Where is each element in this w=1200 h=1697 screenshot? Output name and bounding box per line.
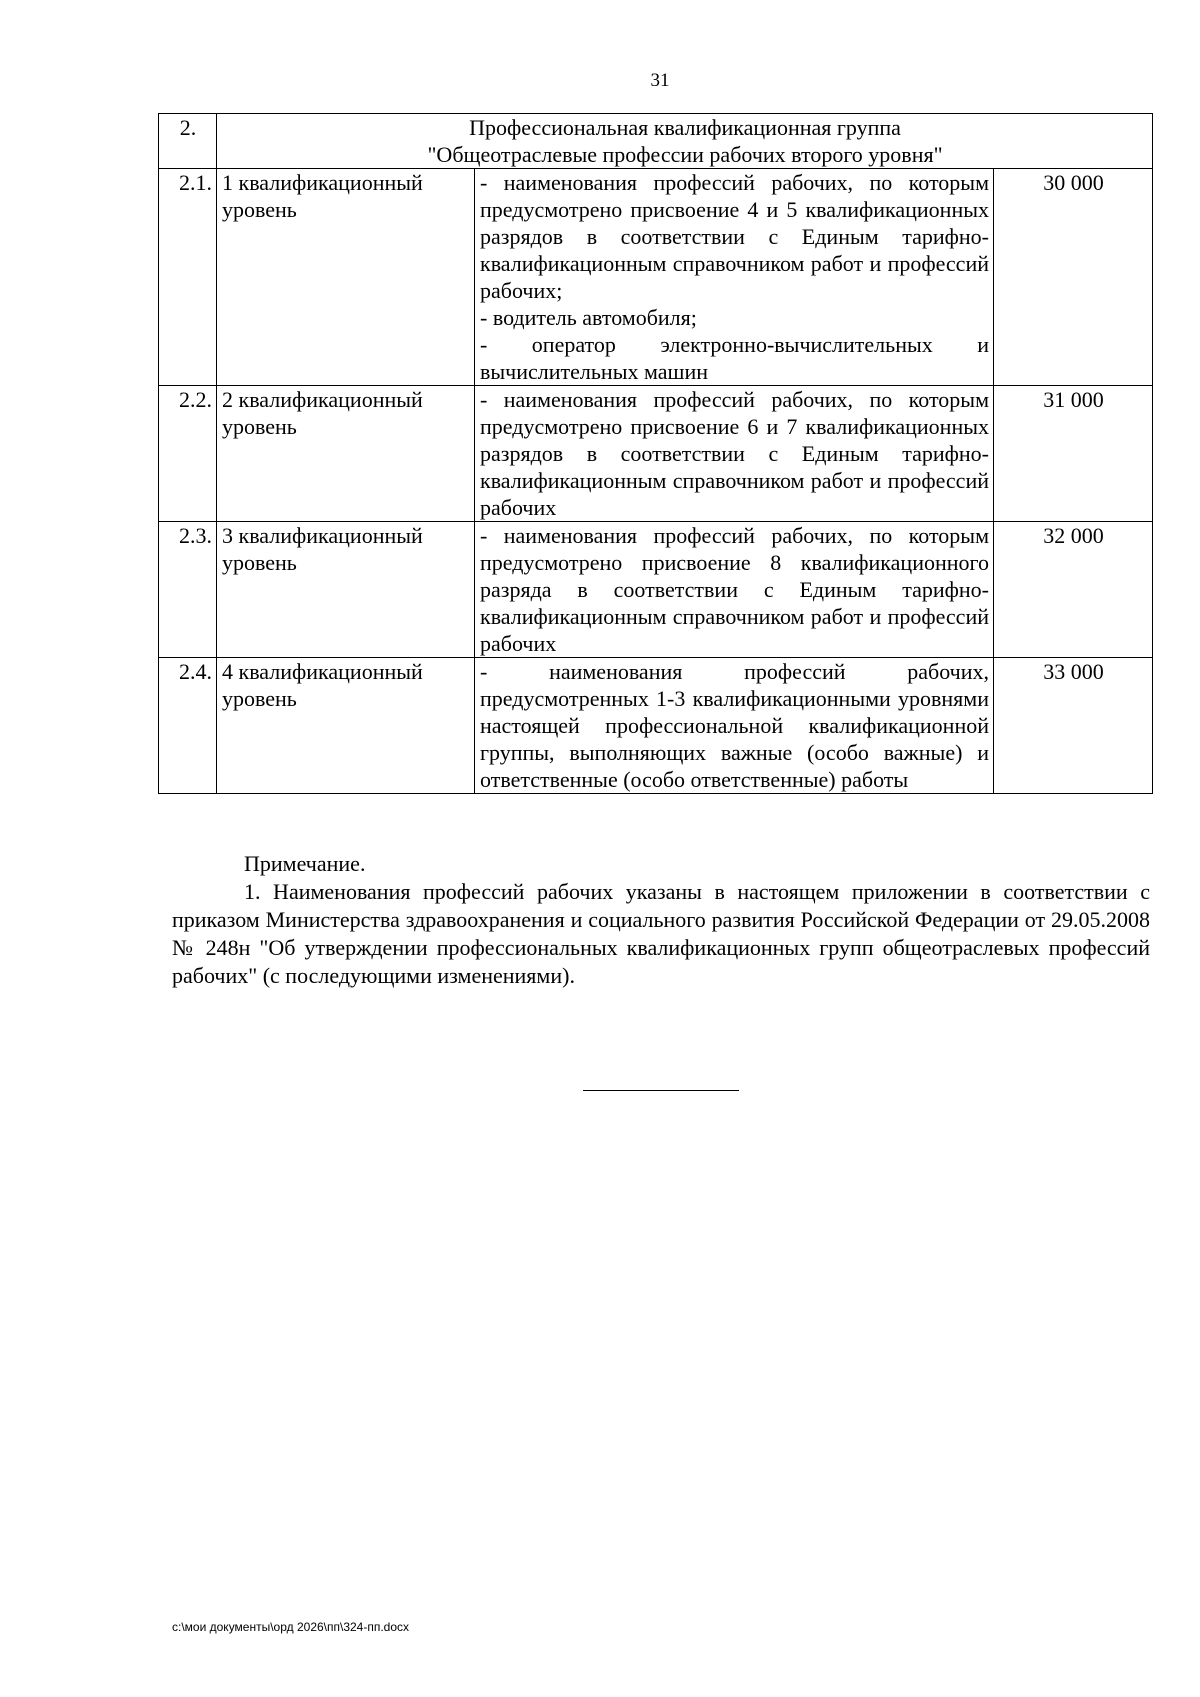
qualification-level: 3 квалификационный уровень xyxy=(217,522,475,658)
profession-description xyxy=(475,522,994,658)
description-line: - наименования профессий рабочих, предусмотренных 1-3 квалификационными уровнями настоящей профессиональной квалификационной группы, выполняющих важные (особо важные) и ответственные (особо ответственные) работы xyxy=(480,659,989,792)
row-number: 2.4. xyxy=(159,658,217,794)
end-divider xyxy=(583,1090,739,1091)
qualification-level: 1 квалификационный уровень xyxy=(217,169,475,386)
row-number: 2.2. xyxy=(159,386,217,522)
table-row xyxy=(159,658,1153,794)
description-line: - оператор электронно-вычислительных и вычислительных машин xyxy=(480,332,989,384)
file-path: c:\мои документы\орд 2026\пп\324-пп.docx xyxy=(172,1620,410,1634)
salary-amount: 31 000 xyxy=(994,386,1153,522)
qualification-level: 2 квалификационный уровень xyxy=(217,386,475,522)
group-title-line2: "Общеотраслевые профессии рабочих второго уровня" xyxy=(427,142,943,167)
table-row xyxy=(159,169,1153,386)
group-title xyxy=(217,114,1153,169)
salary-amount: 30 000 xyxy=(994,169,1153,386)
profession-description xyxy=(475,169,994,386)
description-line: - наименования профессий рабочих, по которым предусмотрено присвоение 4 и 5 квалификационных разрядов в соответствии с Единым тарифно-квалификационным справочником работ и профессий рабочих; xyxy=(480,170,989,303)
page-number: 31 xyxy=(650,70,670,91)
group-number: 2. xyxy=(159,114,217,169)
row-number: 2.1. xyxy=(159,169,217,386)
group-header-row xyxy=(159,114,1153,169)
qualification-table xyxy=(158,113,1153,794)
description-line: - наименования профессий рабочих, по которым предусмотрено присвоение 8 квалификационного разряда в соответствии с Единым тарифно-квалификационным справочником работ и профессий рабочих xyxy=(480,523,989,656)
description-line: - водитель автомобиля; xyxy=(480,305,697,330)
row-number: 2.3. xyxy=(159,522,217,658)
salary-amount: 33 000 xyxy=(994,658,1153,794)
salary-amount: 32 000 xyxy=(994,522,1153,658)
table-row xyxy=(159,386,1153,522)
table-row xyxy=(159,522,1153,658)
note-heading: Примечание. xyxy=(244,851,366,876)
note-item: 1. Наименования профессий рабочих указаны в настоящем приложении в соответствии с приказом Министерства здравоохранения и социального развития Российской Федерации от 29.05.2008 № 248н "Об утверждении профессиональных квалификационных групп общеотраслевых профессий рабочих" (с последующими изменениями). xyxy=(172,879,1150,988)
profession-description xyxy=(475,386,994,522)
group-title-line1: Профессиональная квалификационная группа xyxy=(469,115,901,140)
note-section xyxy=(172,850,1150,990)
description-line: - наименования профессий рабочих, по которым предусмотрено присвоение 6 и 7 квалификационных разрядов в соответствии с Единым тарифно-квалификационным справочником работ и профессий рабочих xyxy=(480,387,989,520)
profession-description xyxy=(475,658,994,794)
qualification-level: 4 квалификационный уровень xyxy=(217,658,475,794)
